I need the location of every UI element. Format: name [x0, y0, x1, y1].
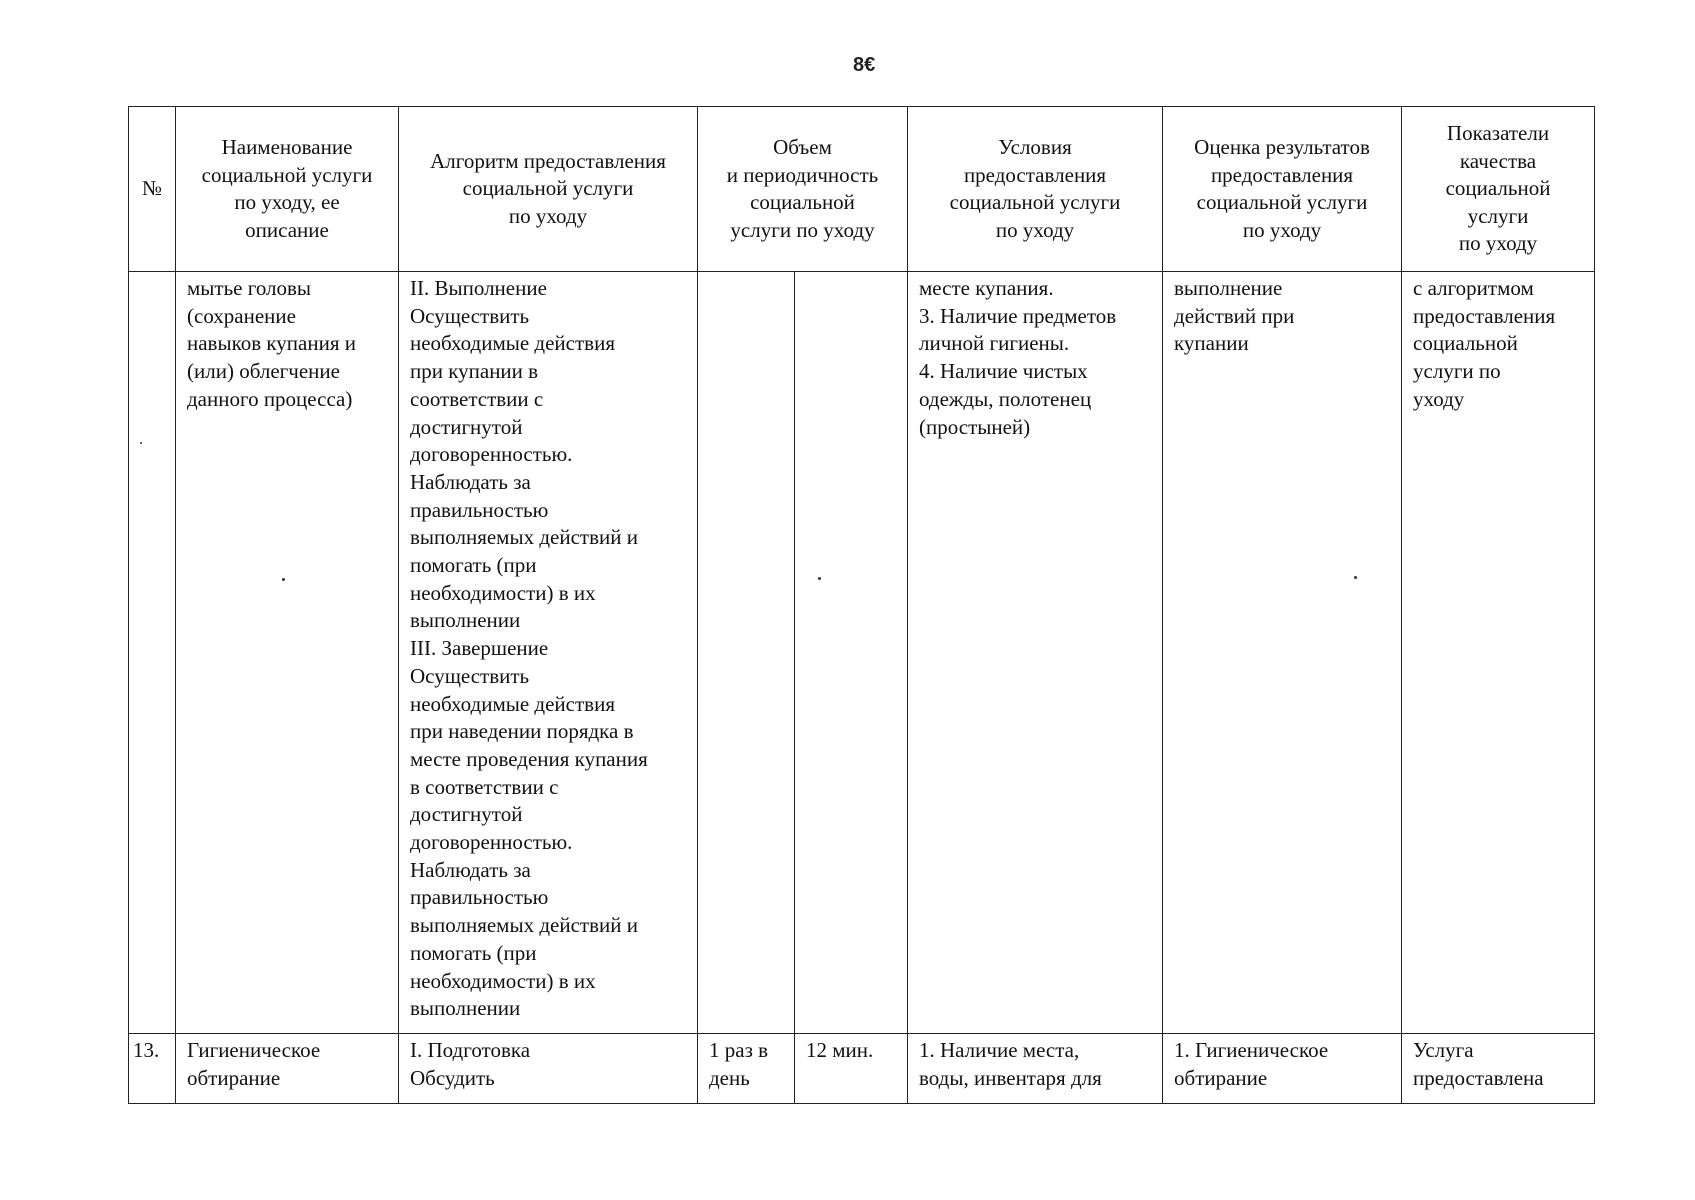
header-service-name: Наименование социальной услуги по уходу, ее описание	[176, 107, 399, 272]
cell-frequency: 1 раз в день	[698, 1034, 795, 1104]
header-number: №	[129, 107, 176, 272]
cell-quality: Услуга предоставлена	[1402, 1034, 1595, 1104]
cell-evaluation: 1. Гигиеническое обтирание	[1163, 1034, 1402, 1104]
header-evaluation: Оценка результатов предоставления социальной услуги по уходу	[1163, 107, 1402, 272]
cell-conditions: 1. Наличие места, воды, инвентаря для	[908, 1034, 1163, 1104]
page-number: 8€	[853, 54, 876, 76]
header-quality: Показатели качества социальной услуги по уходу	[1402, 107, 1595, 272]
cell-quality: с алгоритмом предоставления социальной услуги по уходу	[1402, 272, 1595, 1034]
cell-volume	[795, 272, 908, 1034]
scan-speck	[282, 578, 285, 581]
header-volume-frequency: Объем и периодичность социальной услуги по уходу	[698, 107, 908, 272]
cell-algorithm: I. Подготовка Обсудить	[399, 1034, 698, 1104]
cell-conditions: месте купания. 3. Наличие предметов личной гигиены. 4. Наличие чистых одежды, полотенец (простыней)	[908, 272, 1163, 1034]
cell-number	[129, 272, 176, 1034]
scan-speck	[818, 577, 821, 580]
header-algorithm: Алгоритм предоставления социальной услуги по уходу	[399, 107, 698, 272]
scan-speck	[1354, 576, 1357, 579]
cell-evaluation: выполнение действий при купании	[1163, 272, 1402, 1034]
header-conditions: Условия предоставления социальной услуги по уходу	[908, 107, 1163, 272]
table-header-row	[129, 107, 1595, 272]
cell-volume: 12 мин.	[795, 1034, 908, 1104]
cell-frequency	[698, 272, 795, 1034]
cell-service-name: Гигиеническое обтирание	[176, 1034, 399, 1104]
cell-algorithm: II. Выполнение Осуществить необходимые действия при купании в соответствии с достигнутой договоренностью. Наблюдать за правильностью выполняемых действий и помогать (при необходимости) в их выполнении III. Завершение Осуществить необходимые действия при наведении порядка в месте проведения купания в соответствии с достигнутой договоренностью. Наблюдать за правильностью выполняемых действий и помогать (при необходимости) в их выполнении	[399, 272, 698, 1034]
social-services-table	[128, 106, 1595, 1104]
cell-number: 13.	[129, 1034, 176, 1104]
table-row	[129, 1034, 1595, 1104]
table-row	[129, 272, 1595, 1034]
scan-speck	[140, 442, 142, 444]
cell-service-name: мытье головы (сохранение навыков купания и (или) облегчение данного процесса)	[176, 272, 399, 1034]
